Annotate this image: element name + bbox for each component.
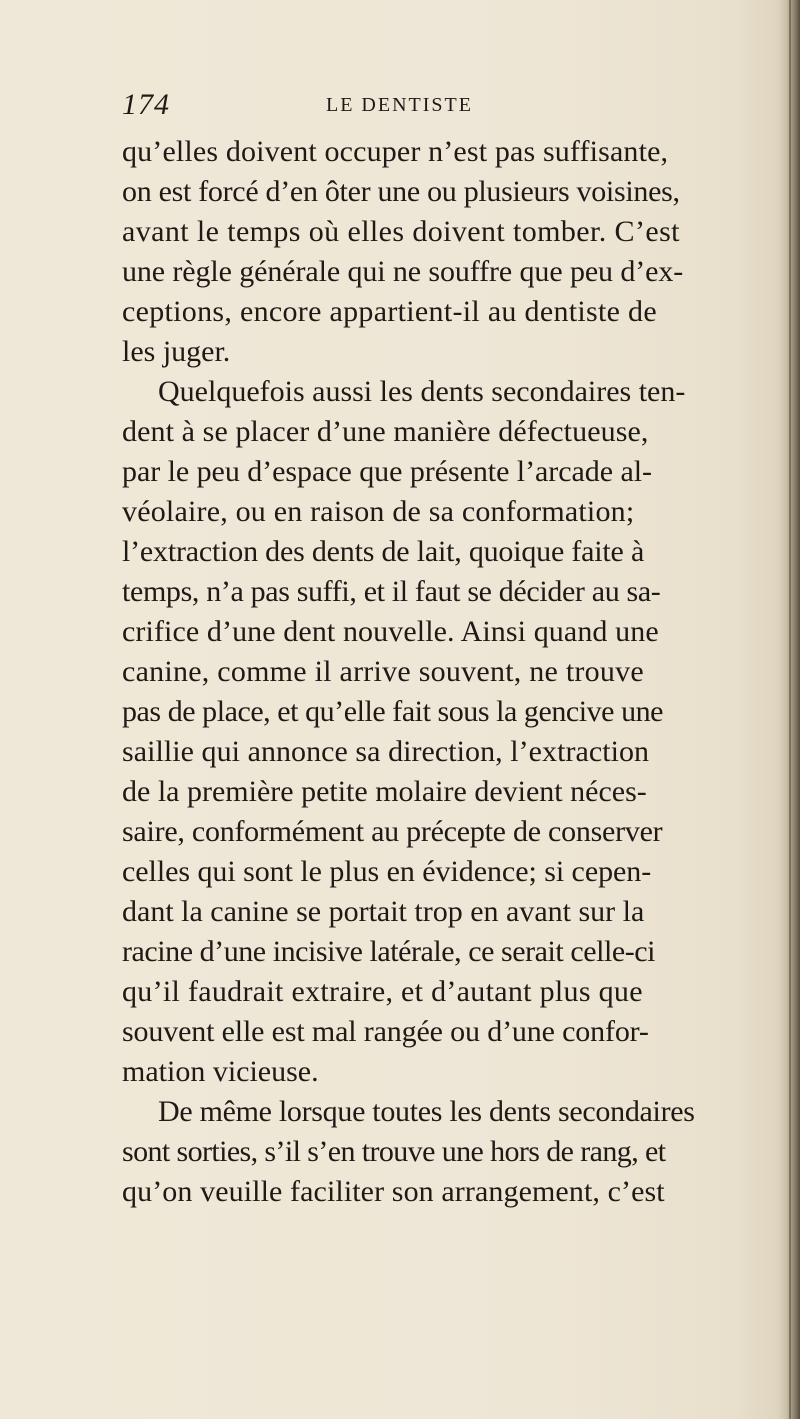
text-line: qu’il faudrait extraire, et d’autant plus que [122,975,643,1008]
text-line-indent: De même lorsque toutes les dents secondaires [158,1095,695,1128]
text-line: l’extraction des dents de lait, quoique faite à [122,535,645,568]
page-number: 174 [122,88,170,121]
text-line: dant la canine se portait trop en avant sur la [122,895,645,928]
text-line: canine, comme il arrive souvent, ne trouve [122,655,644,688]
text-line: qu’elles doivent occuper n’est pas suffisante, [122,135,669,168]
text-line: une règle générale qui ne souffre que peu d’ex- [122,255,684,288]
text-line: pas de place, et qu’elle fait sous la gencive une [122,695,664,728]
text-line: celles qui sont le plus en évidence; si cepen- [122,855,652,888]
text-line: par le peu d’espace que présente l’arcade al- [122,455,652,488]
text-line: dent à se placer d’une manière défectueuse, [122,415,649,448]
text-line: mation vicieuse. [122,1055,319,1088]
page-header [122,88,682,122]
page-edge-line [789,0,791,1419]
text-line: qu’on veuille faciliter son arrangement, c’est [122,1175,665,1208]
text-line: véolaire, ou en raison de sa conformation; [122,495,635,528]
text-line: les juger. [122,335,231,368]
text-line: ceptions, encore appartient-il au dentiste de [122,295,657,328]
text-line: saillie qui annonce sa direction, l’extraction [122,735,650,768]
running-title: LE DENTISTE [326,94,473,116]
text-line: sont sorties, s’il s’en trouve une hors de rang, et [122,1135,666,1168]
text-line: avant le temps où elles doivent tomber. C’est [122,215,680,248]
text-line-indent: Quelquefois aussi les dents secondaires ten- [158,375,686,408]
text-line: saire, conformément au précepte de conserver [122,815,663,848]
text-line: temps, n’a pas suffi, et il faut se décider au sa- [122,575,661,608]
text-line: crifice d’une dent nouvelle. Ainsi quand une [122,615,659,648]
text-line: souvent elle est mal rangée ou d’une confor- [122,1015,649,1048]
text-line: on est forcé d’en ôter une ou plusieurs voisines, [122,175,680,208]
text-line: de la première petite molaire devient néces- [122,775,647,808]
text-line: racine d’une incisive latérale, ce serait celle-ci [122,935,655,968]
